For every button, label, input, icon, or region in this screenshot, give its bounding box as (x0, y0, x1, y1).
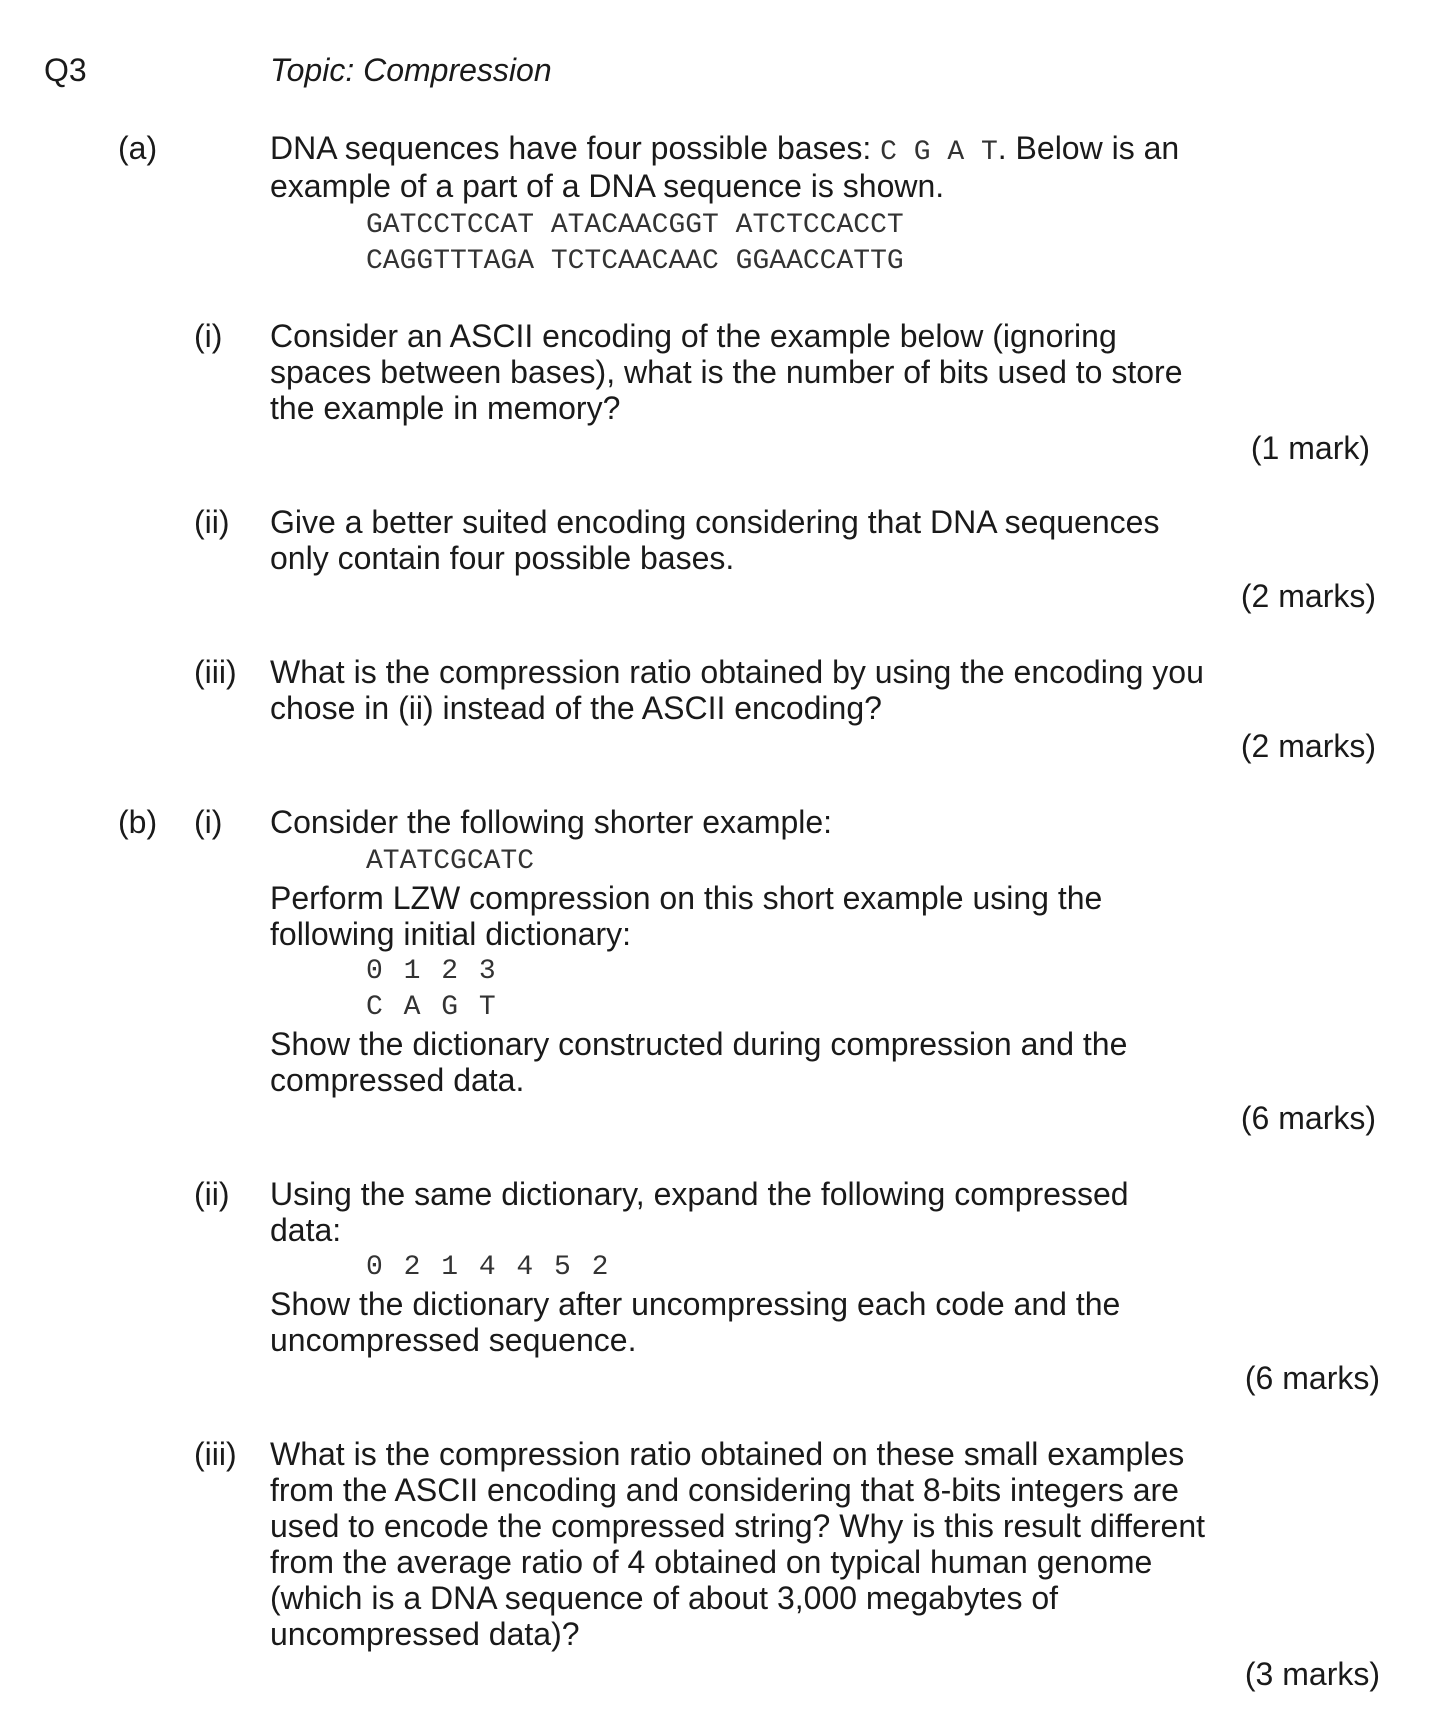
part-a-iii-line1: What is the compression ratio obtained by using the encoding you (270, 654, 1204, 690)
part-a-ii-line1: Give a better suited encoding considering that DNA sequences (270, 504, 1160, 540)
part-b-iii-line1: What is the compression ratio obtained on these small examples (270, 1436, 1185, 1472)
dictionary-chars: C A G T (366, 992, 496, 1023)
part-b-iii-label: (iii) (194, 1436, 237, 1472)
part-b-ii-line4: uncompressed sequence. (270, 1322, 637, 1358)
short-example-sequence: ATATCGCATC (366, 846, 535, 877)
part-a-iii-line2: chose in (ii) instead of the ASCII encoding? (270, 690, 882, 726)
part-a-label: (a) (118, 130, 158, 166)
part-a-i-line1: Consider an ASCII encoding of the example below (ignoring (270, 318, 1117, 354)
part-b-i-label: (i) (194, 804, 223, 840)
part-b-ii-line1: Using the same dictionary, expand the following compressed (270, 1176, 1129, 1212)
part-a-iii-marks: (2 marks) (1240, 728, 1376, 764)
part-b-i-line2: Perform LZW compression on this short example using the (270, 880, 1103, 916)
part-b-iii-line3: used to encode the compressed string? Why is this result different (270, 1508, 1205, 1544)
part-b-i-line4: Show the dictionary constructed during compression and the (270, 1026, 1128, 1062)
part-b-i-line5: compressed data. (270, 1062, 525, 1098)
dna-sequence-line2: CAGGTTTAGA TCTCAACAAC GGAACCATTG (366, 246, 904, 277)
part-b-label: (b) (118, 804, 158, 840)
part-b-i-line1: Consider the following shorter example: (270, 804, 833, 840)
part-a-ii-label: (ii) (194, 504, 230, 540)
intro-text-post: . Below is an (997, 130, 1180, 166)
part-b-ii-line3: Show the dictionary after uncompressing each code and the (270, 1286, 1121, 1322)
part-b-i-marks: (6 marks) (1240, 1100, 1376, 1136)
part-a-i-line3: the example in memory? (270, 390, 621, 426)
part-a-i-label: (i) (194, 318, 223, 354)
part-b-iii-line4: from the average ratio of 4 obtained on typical human genome (270, 1544, 1153, 1580)
part-a-ii-marks: (2 marks) (1240, 578, 1376, 614)
part-b-ii-marks: (6 marks) (1244, 1360, 1380, 1396)
part-b-ii-line2: data: (270, 1212, 342, 1248)
part-a-intro-line1 (270, 130, 1179, 171)
part-a-i-marks: (1 mark) (1250, 430, 1370, 466)
question-number: Q3 (44, 52, 87, 88)
bases-list: C G A T (880, 137, 998, 168)
part-b-ii-label: (ii) (194, 1176, 230, 1212)
compressed-codes: 0 2 1 4 4 5 2 (366, 1252, 609, 1283)
part-b-iii-line6: uncompressed data)? (270, 1616, 580, 1652)
topic-heading: Topic: Compression (270, 52, 552, 88)
dictionary-codes: 0 1 2 3 (366, 956, 496, 987)
part-a-iii-label: (iii) (194, 654, 237, 690)
dna-sequence-line1: GATCCTCCAT ATACAACGGT ATCTCCACCT (366, 210, 904, 241)
part-a-i-line2: spaces between bases), what is the number of bits used to store (270, 354, 1183, 390)
part-b-iii-marks: (3 marks) (1244, 1656, 1380, 1692)
part-b-iii-line2: from the ASCII encoding and considering that 8-bits integers are (270, 1472, 1179, 1508)
part-b-i-line3: following initial dictionary: (270, 916, 632, 952)
part-b-iii-line5: (which is a DNA sequence of about 3,000 megabytes of (270, 1580, 1059, 1616)
part-a-ii-line2: only contain four possible bases. (270, 540, 735, 576)
part-a-intro-line2: example of a part of a DNA sequence is shown. (270, 168, 945, 204)
intro-text-pre: DNA sequences have four possible bases: (270, 130, 881, 166)
